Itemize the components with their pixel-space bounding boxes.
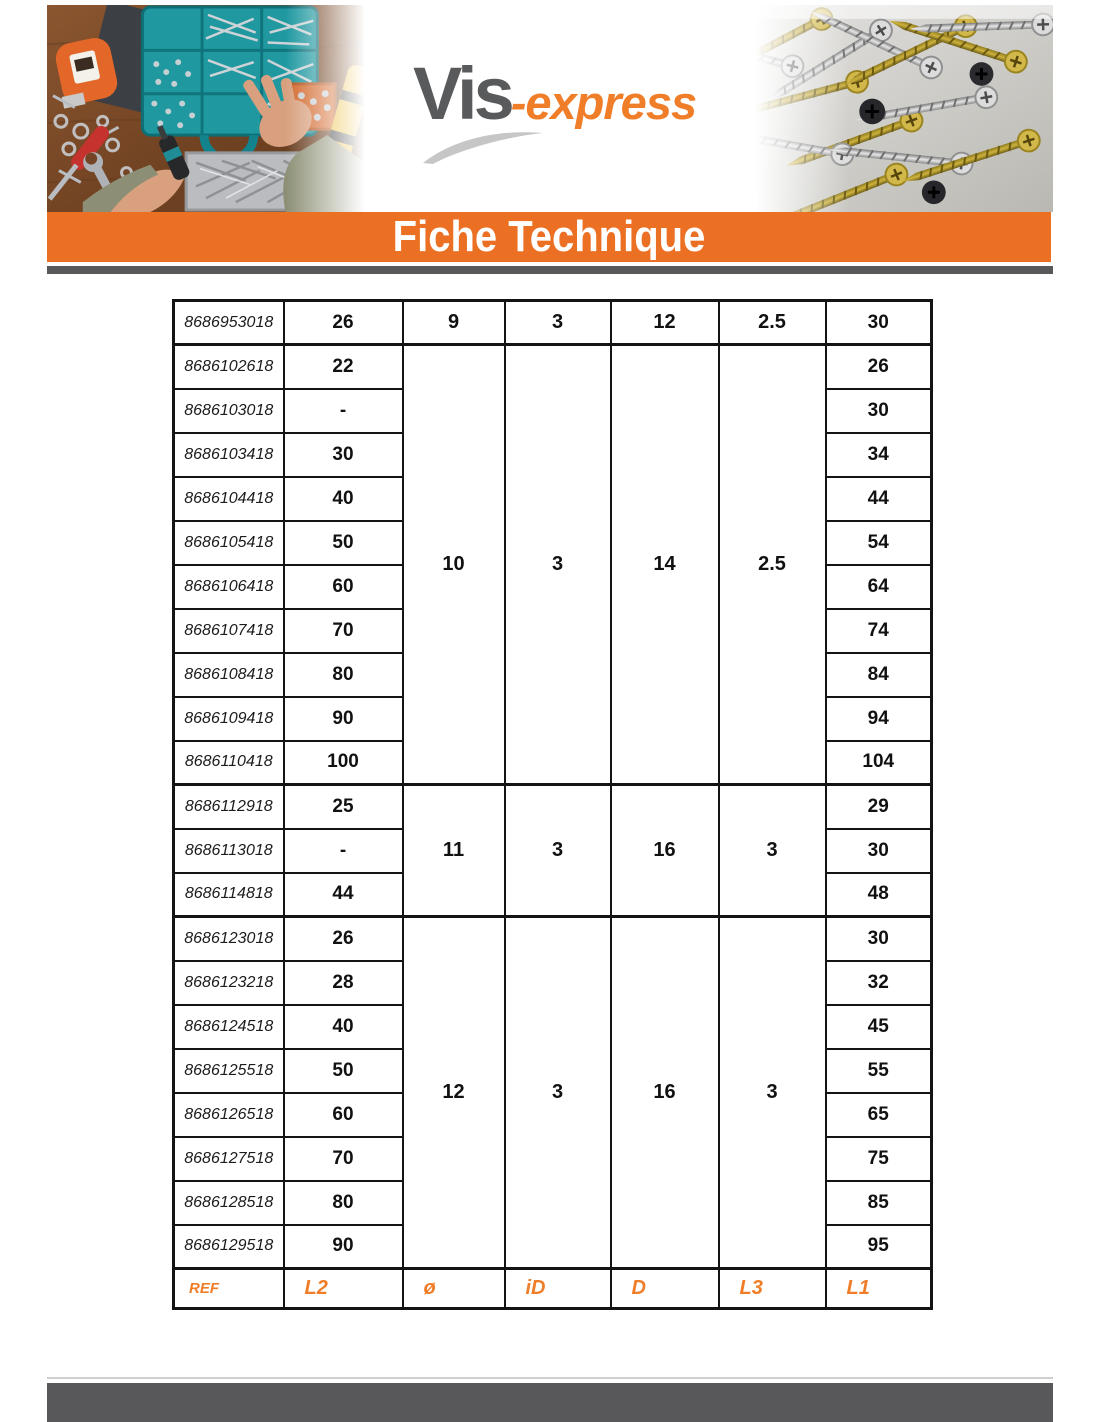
l2-cell: 44 [284,873,403,917]
l2-cell: - [284,829,403,873]
l2-cell: - [284,389,403,433]
d-cell: 16 [611,785,719,917]
l1-cell: 30 [826,829,932,873]
ref-cell: 8686103018 [174,389,284,433]
banner-underline [47,266,1053,274]
diameter-cell: 11 [403,785,505,917]
diameter-cell: 10 [403,345,505,785]
screws-photo [755,5,1053,212]
l1-cell: 74 [826,609,932,653]
l1-cell: 30 [826,917,932,961]
ref-cell: 8686129518 [174,1225,284,1269]
ref-cell: 8686104418 [174,477,284,521]
l1-cell: 29 [826,785,932,829]
table-row [174,301,932,345]
l1-cell: 30 [826,301,932,345]
column-label: L3 [719,1269,826,1309]
l2-cell: 30 [284,433,403,477]
d-cell: 16 [611,917,719,1269]
inner-diameter-cell: 3 [505,345,611,785]
l2-cell: 28 [284,961,403,1005]
l3-cell: 3 [719,785,826,917]
d-cell: 14 [611,345,719,785]
l2-cell: 40 [284,1005,403,1049]
l1-cell: 32 [826,961,932,1005]
column-label: L2 [284,1269,403,1309]
l1-cell: 65 [826,1093,932,1137]
ref-cell: 8686109418 [174,697,284,741]
l2-cell: 100 [284,741,403,785]
banner [47,212,1051,262]
column-label: L1 [826,1269,932,1309]
ref-cell: 8686107418 [174,609,284,653]
banner-title: Fiche Technique [392,212,706,261]
l2-cell: 25 [284,785,403,829]
l2-cell: 50 [284,1049,403,1093]
ref-cell: 8686108418 [174,653,284,697]
l1-cell: 104 [826,741,932,785]
table-row [174,917,932,961]
l1-cell: 44 [826,477,932,521]
footer-bar [47,1383,1053,1422]
ref-cell: 8686128518 [174,1181,284,1225]
l2-cell: 70 [284,1137,403,1181]
l1-cell: 75 [826,1137,932,1181]
l3-cell: 2.5 [719,345,826,785]
column-labels-row [174,1269,932,1309]
l2-cell: 40 [284,477,403,521]
footer-lightline [47,1377,1053,1379]
table-row [174,785,932,829]
l1-cell: 94 [826,697,932,741]
l1-cell: 54 [826,521,932,565]
inner-diameter-cell: 3 [505,301,611,345]
workbench-photo-art [47,5,365,212]
l1-cell: 55 [826,1049,932,1093]
table-row [174,345,932,389]
diameter-cell: 9 [403,301,505,345]
brand-name-vis: Vis [413,52,511,135]
inner-diameter-cell: 3 [505,917,611,1269]
l1-cell: 64 [826,565,932,609]
ref-cell: 8686123018 [174,917,284,961]
l2-cell: 90 [284,697,403,741]
column-label: D [611,1269,719,1309]
ref-cell: 8686103418 [174,433,284,477]
l2-cell: 26 [284,917,403,961]
l3-cell: 3 [719,917,826,1269]
l1-cell: 26 [826,345,932,389]
l2-cell: 70 [284,609,403,653]
l1-cell: 30 [826,389,932,433]
ref-cell: 8686106418 [174,565,284,609]
spec-table [172,299,933,1310]
ref-cell: 8686102618 [174,345,284,389]
ref-cell: 8686953018 [174,301,284,345]
ref-cell: 8686114818 [174,873,284,917]
workbench-photo [47,5,365,212]
l2-cell: 80 [284,1181,403,1225]
l2-cell: 80 [284,653,403,697]
ref-cell: 8686127518 [174,1137,284,1181]
d-cell: 12 [611,301,719,345]
l2-cell: 50 [284,521,403,565]
ref-cell: 8686112918 [174,785,284,829]
ref-cell: 8686110418 [174,741,284,785]
ref-cell: 8686126518 [174,1093,284,1137]
logo-swoosh-icon [417,123,549,165]
l1-cell: 85 [826,1181,932,1225]
column-label: REF [174,1269,284,1309]
l2-cell: 90 [284,1225,403,1269]
column-label: iD [505,1269,611,1309]
brand-name-express: -express [510,76,697,129]
l1-cell: 48 [826,873,932,917]
logo-zone [365,5,755,212]
l2-cell: 60 [284,1093,403,1137]
header [47,5,1053,212]
l3-cell: 2.5 [719,301,826,345]
l1-cell: 95 [826,1225,932,1269]
l2-cell: 60 [284,565,403,609]
spec-table-wrap [172,299,933,1310]
ref-cell: 8686123218 [174,961,284,1005]
l2-cell: 22 [284,345,403,389]
diameter-cell: 12 [403,917,505,1269]
inner-diameter-cell: 3 [505,785,611,917]
column-label: ø [403,1269,505,1309]
l1-cell: 34 [826,433,932,477]
ref-cell: 8686125518 [174,1049,284,1093]
l1-cell: 45 [826,1005,932,1049]
ref-cell: 8686124518 [174,1005,284,1049]
ref-cell: 8686113018 [174,829,284,873]
screws-photo-art [755,5,1053,212]
l1-cell: 84 [826,653,932,697]
l2-cell: 26 [284,301,403,345]
ref-cell: 8686105418 [174,521,284,565]
